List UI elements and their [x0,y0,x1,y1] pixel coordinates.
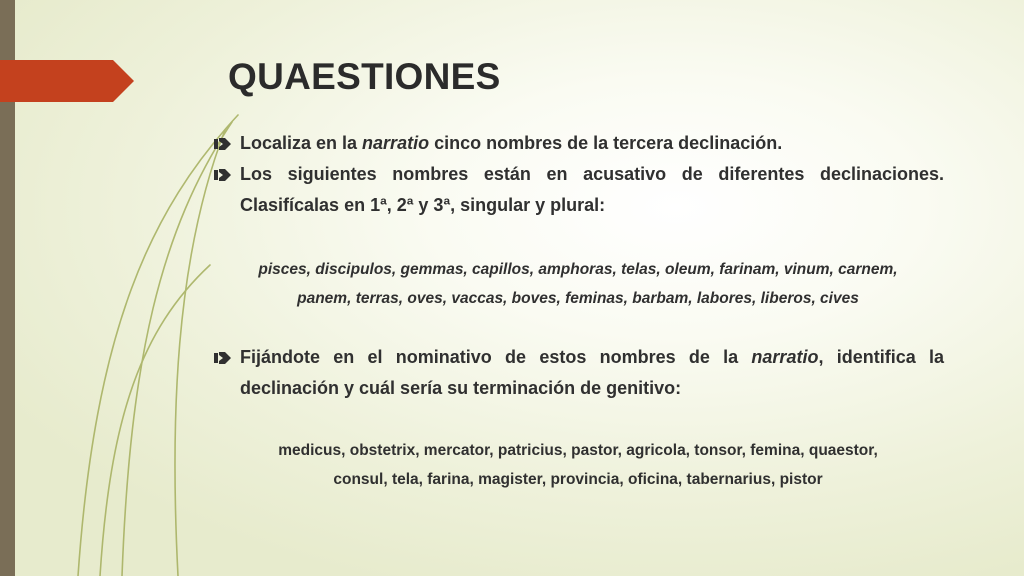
arrow-bullet-icon [214,138,231,150]
accusative-word-list [190,256,966,313]
word-list-line: consul, tela, farina, magister, provincia, oficina, tabernarius, pistor [333,470,823,488]
slide-title: QUAESTIONES [228,56,501,97]
decor-line [78,115,238,576]
decor-line [122,122,232,576]
bullet-3-text: Fijándote en el nominativo de estos nombres de la [240,347,752,367]
bullet-2-text: Los siguientes nombres están en acusativo de diferentes declinaciones. Clasifícalas en 1ª, 2ª y 3ª, singular y plural: [240,164,944,215]
word-list-line: medicus, obstetrix, mercator, patricius, pastor, agricola, tonsor, femina, quaestor, [278,442,878,459]
arrow-bullet-icon [214,169,231,181]
arrow-bullet-icon [214,352,231,364]
word-list-line: panem, terras, oves, vaccas, boves, feminas, barbam, labores, liberos, cives [297,289,859,307]
bullet-1-text: Localiza en la [240,133,363,153]
bullet-1-italic: narratio [362,133,430,153]
bullet-item-2 [240,159,944,221]
bullet-item-1 [240,128,944,159]
bullet-3-italic: narratio [751,347,819,367]
bullet-1-text-end: cinco nombres de la tercera declinación. [429,133,783,153]
word-list-line: pisces, discipulos, gemmas, capillos, amphoras, telas, oleum, farinam, vinum, carnem, [258,261,898,278]
nominative-word-list [190,437,966,494]
bullet-3-text-end: , identifica la declinación y cuál sería su terminación de genitivo: [240,347,944,398]
bullet-item-3 [240,342,944,404]
title-arrow-shape [0,60,134,102]
